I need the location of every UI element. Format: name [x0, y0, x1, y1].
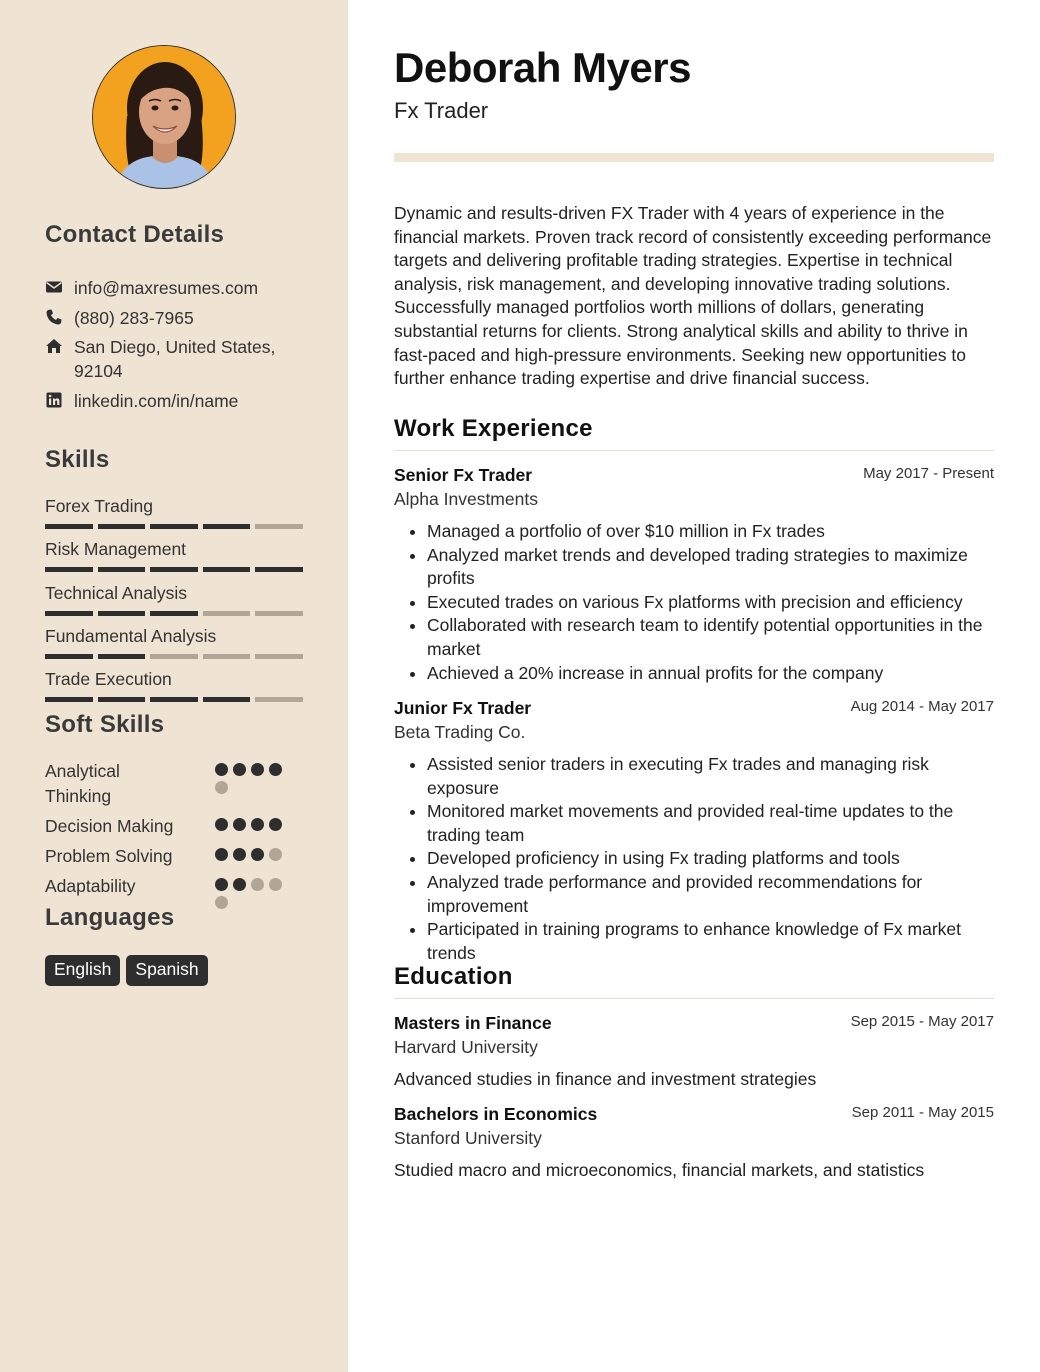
skills-heading: Skills	[45, 446, 110, 473]
profile-photo	[92, 45, 236, 189]
job-bullet: • Developed proficiency in using Fx trading platforms and tools	[427, 847, 994, 871]
skill-bar	[45, 697, 303, 702]
job-bullet: • Executed trades on various Fx platforms with precision and efficiency	[427, 591, 994, 615]
skill-label: Risk Management	[45, 539, 187, 559]
soft-skill-dot	[233, 878, 246, 891]
soft-skills-heading: Soft Skills	[45, 711, 165, 738]
skill-item	[45, 626, 303, 659]
soft-skill-item	[45, 814, 305, 839]
education-dates: Sep 2015 - May 2017	[850, 1013, 994, 1030]
soft-skill-dot	[269, 763, 282, 776]
job-title: Junior Fx Trader	[394, 698, 532, 718]
address-text: San Diego, United States, 92104	[74, 337, 276, 381]
soft-skill-dots	[215, 818, 295, 831]
job-bullet: • Analyzed market trends and developed trading strategies to maximize profits	[427, 544, 994, 591]
education-entry	[394, 1013, 994, 1090]
job-bullet: • Managed a portfolio of over $10 million in Fx trades	[427, 520, 994, 544]
soft-skill-label: Decision Making	[45, 816, 174, 836]
skill-level-segment	[45, 567, 93, 572]
soft-skill-label: Analytical Thinking	[45, 761, 120, 806]
linkedin-icon	[45, 391, 63, 409]
skill-item	[45, 583, 303, 616]
soft-skill-dot	[215, 878, 228, 891]
skill-level-segment	[255, 611, 303, 616]
job-bullet: • Participated in training programs to enhance knowledge of Fx market trends	[427, 918, 994, 965]
soft-skill-dot	[251, 848, 264, 861]
skill-level-segment	[98, 524, 146, 529]
skill-bar	[45, 567, 303, 572]
language-badge: Spanish	[126, 955, 207, 986]
job-company: Alpha Investments	[394, 489, 538, 509]
header-divider	[394, 153, 994, 162]
skill-level-segment	[150, 524, 198, 529]
soft-skill-dots	[215, 848, 295, 861]
soft-skill-label: Adaptability	[45, 876, 136, 896]
soft-skill-item	[45, 759, 305, 809]
skill-item	[45, 496, 303, 529]
skill-label: Trade Execution	[45, 669, 172, 689]
phone-text[interactable]: (880) 283-7965	[74, 308, 194, 328]
skill-level-segment	[150, 567, 198, 572]
skill-level-segment	[255, 567, 303, 572]
skill-level-segment	[203, 567, 251, 572]
skill-level-segment	[203, 611, 251, 616]
job-title: Senior Fx Trader	[394, 465, 533, 485]
skill-level-segment	[203, 697, 251, 702]
skill-level-segment	[98, 611, 146, 616]
languages-heading: Languages	[45, 904, 175, 931]
job-bullet: • Achieved a 20% increase in annual profits for the company	[427, 662, 994, 686]
skill-label: Technical Analysis	[45, 583, 188, 603]
education-entry	[394, 1104, 994, 1181]
job-bullet: • Collaborated with research team to identify potential opportunities in the market	[427, 614, 994, 661]
soft-skill-dot	[215, 781, 228, 794]
skill-level-segment	[255, 697, 303, 702]
job-dates: May 2017 - Present	[863, 465, 994, 482]
soft-skill-dot	[233, 763, 246, 776]
phone-icon	[45, 308, 63, 326]
soft-skill-dots	[215, 763, 295, 794]
education-description: Studied macro and microeconomics, financial markets, and statistics	[394, 1160, 925, 1180]
school-name: Harvard University	[394, 1037, 538, 1057]
soft-skill-dot	[233, 848, 246, 861]
degree-title: Masters in Finance	[394, 1013, 552, 1033]
skill-level-segment	[45, 654, 93, 659]
work-heading: Work Experience	[394, 415, 593, 442]
soft-skill-dot	[215, 763, 228, 776]
language-list	[45, 955, 208, 986]
soft-skill-dots	[215, 878, 295, 909]
soft-skill-dot	[233, 818, 246, 831]
sidebar	[0, 0, 348, 1372]
home-icon	[45, 337, 63, 355]
skill-level-segment	[150, 611, 198, 616]
skill-level-segment	[203, 524, 251, 529]
job-bullet: • Analyzed trade performance and provided recommendations for improvement	[427, 871, 994, 918]
email-text[interactable]: info@maxresumes.com	[74, 278, 259, 298]
skill-level-segment	[98, 697, 146, 702]
degree-title: Bachelors in Economics	[394, 1104, 598, 1124]
skill-level-segment	[255, 654, 303, 659]
contact-email	[45, 276, 315, 300]
skill-level-segment	[150, 697, 198, 702]
skill-level-segment	[98, 567, 146, 572]
skill-level-segment	[255, 524, 303, 529]
skill-item	[45, 669, 303, 702]
job-company: Beta Trading Co.	[394, 722, 526, 742]
job-dates: Aug 2014 - May 2017	[850, 698, 994, 715]
soft-skill-dot	[269, 878, 282, 891]
soft-skill-dot	[269, 848, 282, 861]
soft-skill-item	[45, 874, 305, 899]
skill-level-segment	[203, 654, 251, 659]
soft-skill-dot	[269, 818, 282, 831]
skill-level-segment	[45, 524, 93, 529]
candidate-title: Fx Trader	[394, 98, 489, 123]
skill-level-segment	[45, 611, 93, 616]
job-bullets	[394, 753, 994, 965]
contact-heading: Contact Details	[45, 221, 225, 248]
skill-bar	[45, 611, 303, 616]
school-name: Stanford University	[394, 1128, 542, 1148]
skill-level-segment	[150, 654, 198, 659]
contact-linkedin	[45, 389, 315, 413]
candidate-name: Deborah Myers	[394, 44, 691, 91]
soft-skill-label: Problem Solving	[45, 846, 173, 866]
education-dates: Sep 2011 - May 2015	[851, 1104, 994, 1121]
envelope-icon	[45, 278, 63, 296]
skill-level-segment	[98, 654, 146, 659]
job-bullet: • Monitored market movements and provided real-time updates to the trading team	[427, 800, 994, 847]
profile-summary: Dynamic and results-driven FX Trader with 4 years of experience in the financial markets. Proven track record of consistently exceeding performance targets and delivering profitable trading strategies. Expertise in technical analysis, risk management, and developing innovative trading solutions. Successfully managed portfolios worth millions of dollars, generating substantial returns for clients. Strong analytical skills and ability to thrive in fast-paced and high-pressure environments. Seeking new opportunities to further enhance trading expertise and drive financial success.	[394, 203, 992, 389]
soft-skill-dot	[215, 818, 228, 831]
education-description: Advanced studies in finance and investment strategies	[394, 1069, 817, 1089]
job-bullet: • Assisted senior traders in executing Fx trades and managing risk exposure	[427, 753, 994, 800]
education-heading: Education	[394, 963, 513, 990]
soft-skill-dot	[215, 896, 228, 909]
skill-item	[45, 539, 303, 572]
job-entry	[394, 465, 994, 685]
soft-skill-dot	[215, 848, 228, 861]
skill-label: Forex Trading	[45, 496, 153, 516]
education-divider	[394, 998, 994, 999]
soft-skill-item	[45, 844, 305, 869]
contact-address	[45, 335, 315, 383]
skill-bar	[45, 654, 303, 659]
soft-skill-dot	[251, 763, 264, 776]
skill-level-segment	[45, 697, 93, 702]
contact-phone	[45, 306, 315, 330]
work-divider	[394, 450, 994, 451]
linkedin-text[interactable]: linkedin.com/in/name	[74, 391, 239, 411]
skill-bar	[45, 524, 303, 529]
job-bullets	[394, 520, 994, 685]
soft-skill-dot	[251, 878, 264, 891]
job-entry	[394, 698, 994, 965]
soft-skill-dot	[251, 818, 264, 831]
skill-label: Fundamental Analysis	[45, 626, 217, 646]
language-badge: English	[45, 955, 120, 986]
